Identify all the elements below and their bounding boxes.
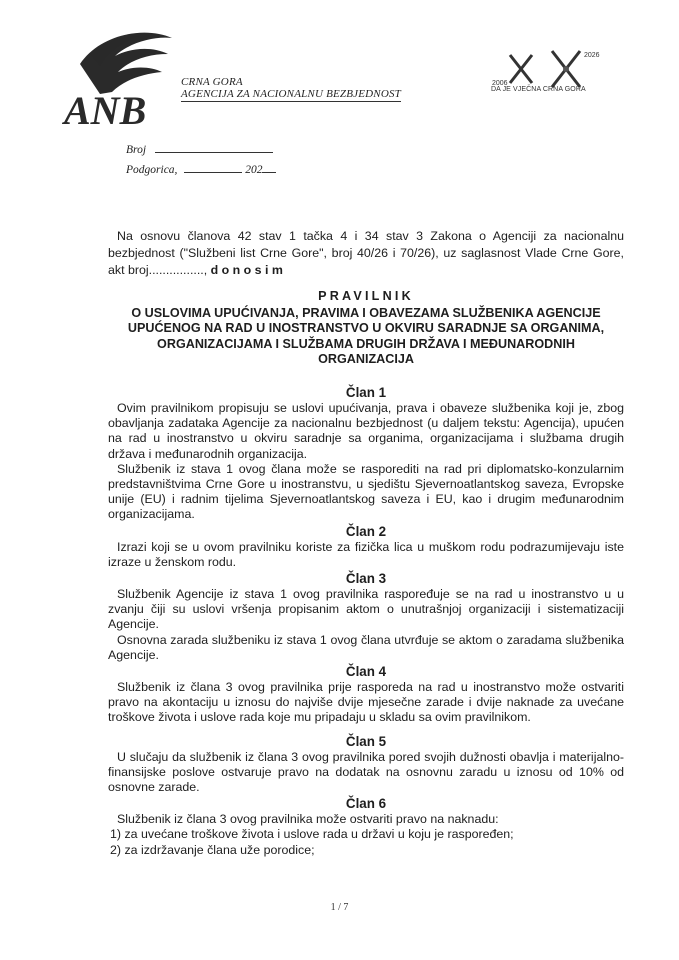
agency-country: CRNA GORA <box>181 76 243 88</box>
anb-logo <box>60 24 180 130</box>
jubilee-caption: DA JE VJEČNA CRNA GORA <box>491 86 586 93</box>
article-4-para-1: Službenik iz člana 3 ovog pravilnika prije rasporeda na rad u inostranstvo može ostvariti pravo na akontaciju u iznosu do najviše dvije mjesečne zarade i dvije naknade za uvećane troškove života i uslove rada koje mu pripadaju u skladu sa ovim pravilnikom. <box>108 680 624 725</box>
article-6-item-1: 1) za uvećane troškove života i uslove rada u državi u koju je raspoređen; <box>110 827 514 842</box>
logo-text: ANB <box>64 88 147 130</box>
article-2-para-1: Izrazi koji se u ovom pravilniku koriste za fizička lica u muškom rodu podrazumijevaju iste izraze u ženskom rodu. <box>108 539 624 569</box>
agency-name <box>181 76 401 102</box>
title-subtitle: O USLOVIMA UPUĆIVANJA, PRAVIMA I OBAVEZAMA SLUŽBENIKA AGENCIJE UPUĆENOG NA RAD U INOSTRANSTVO U OKVIRU SARADNJE SA ORGANIMA, ORGANIZACIJAMA I SLUŽBAMA DRUGIH DRŽAVA I MEĐUNARODNIH ORGANIZACIJA <box>127 305 605 366</box>
article-1-heading: Član 1 <box>345 385 387 400</box>
date-row <box>126 163 276 176</box>
document-body <box>108 384 624 858</box>
title-heading: PRAVILNIK <box>318 289 414 303</box>
article-6-para-1: Službenik iz člana 3 ovog pravilnika može ostvariti pravo na naknadu: <box>117 812 499 827</box>
article-4-heading: Član 4 <box>345 664 387 680</box>
article-6-item-2: 2) za izdržavanje člana uže porodice; <box>110 842 315 857</box>
document-title <box>108 289 624 368</box>
article-5-para-1: U slučaju da službenik iz člana 3 ovog pravilnika pored svojih dužnosti obavlja i materijalno-finansijske poslove ostvaruje pravo na dodatak na osnovnu zaradu u iznosu od 10% od osnovne zarade. <box>108 749 624 795</box>
article-6-heading: Član 6 <box>345 796 387 812</box>
broj-label: Broj <box>126 144 147 156</box>
preamble-text: Na osnovu članova 42 stav 1 tačka 4 i 34 stav 3 Zakona o Agenciji za nacionalnu bezbjednost ("Službeni list Crne Gore", broj 40/26 i 70/26), uz saglasnost Vlade Crne Gore, akt broj................, <box>108 229 624 278</box>
emblem-crest-icon <box>563 66 569 72</box>
article-1-para-1: Ovim pravilnikom propisuju se uslovi upućivanja, prava i obaveze službenika koji je, zbog obavljanja zadataka Agencije za nacionalnu bezbjednost (u daljem tekstu: Agencija), upućen na rad u inostranstvo u okviru saradnje sa organima, organizacijama i službama drugih država i međunarodnih organizacija. <box>108 401 624 461</box>
broj-row <box>126 143 273 156</box>
year-blank <box>262 163 276 173</box>
article-3-para-2: Osnovna zarada službeniku iz stava 1 ovog člana utvrđuje se aktom o zaradama službenika Agencije. <box>108 632 624 662</box>
jubilee-start-year: 2006 <box>492 80 508 87</box>
agency-full-name: AGENCIJA ZA NACIONALNU BEZBJEDNOST <box>181 88 401 100</box>
donosim: d o n o s i m <box>210 263 283 278</box>
place-label: Podgorica, <box>126 164 178 176</box>
year-prefix: 202 <box>245 164 263 176</box>
article-5-heading: Član 5 <box>345 733 387 749</box>
article-2-heading: Član 2 <box>345 523 387 539</box>
article-3-para-1: Službenik Agencije iz stava 1 ovog pravilnika raspoređuje se na rad u inostranstvo u u zvanju čiji su uslovi vršenja propisanim aktom o unutrašnjoj organizaciji i sistematizaciji Agencije. <box>108 587 624 632</box>
article-1-para-2: Službenik iz stava 1 ovog člana može se rasporediti na rad pri diplomatsko-konzularnim predstavništvima Crne Gore u inostranstvu, u sjedištu Sjevernoatlantskog saveza, Evropske unije (EU) i radnim tijelima Sjevernoatlantskog saveza i EU, kao i drugim međunarodnim organizacijama. <box>108 461 624 522</box>
page-number: 1 / 7 <box>330 902 349 913</box>
date-blank <box>184 163 242 173</box>
broj-blank <box>155 143 273 153</box>
preamble <box>108 228 624 280</box>
article-3-heading: Član 3 <box>345 571 387 587</box>
jubilee-end-year: 2026 <box>584 52 600 59</box>
jubilee-emblem <box>480 45 630 105</box>
